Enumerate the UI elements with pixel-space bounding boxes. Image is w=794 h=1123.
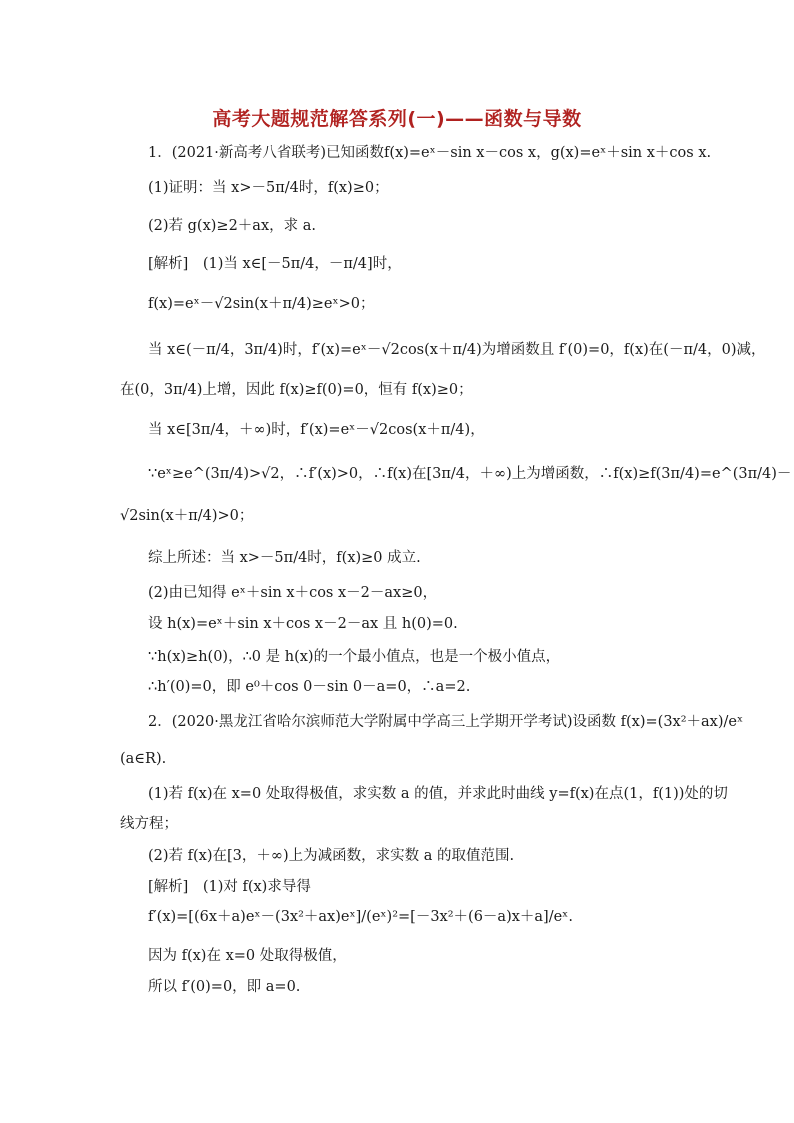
page-title: 高考大题规范解答系列(一)——函数与导数 [212,108,582,130]
solution-2-line-2: f′(x)=[(6x＋a)eˣ－(3x²＋ax)eˣ]/(eˣ)²=[－3x²＋(6－a)x＋a]/eˣ. [148,909,573,925]
solution-1-line-5: 当 x∈[3π/4，＋∞)时，f′(x)=eˣ－√2cos(x＋π/4)， [148,422,485,438]
problem-2-statement: 2．(2020·黑龙江省哈尔滨师范大学附属中学高三上学期开学考试)设函数 f(x)=(3x²＋ax)/eˣ [148,714,744,730]
problem-1-part-2: (2)若 g(x)≥2＋ax，求 a. [148,218,316,234]
solution-1-line-10: 设 h(x)=eˣ＋sin x＋cos x－2－ax 且 h(0)=0. [148,616,458,632]
solution-1-line-2: f(x)=eˣ－√2sin(x＋π/4)≥eˣ>0； [148,296,375,312]
solution-1-line-11: ∵h(x)≥h(0)，∴0 是 h(x)的一个最小值点，也是一个极小值点， [148,649,561,665]
solution-1-line-8: 综上所述：当 x>－5π/4时，f(x)≥0 成立. [148,550,421,566]
problem-1-statement: 1．(2021·新高考八省联考)已知函数f(x)=eˣ－sin x－cos x，g(x)=eˣ＋sin x＋cos x. [148,145,712,161]
solution-1-line-7: √2sin(x＋π/4)>0； [120,508,254,524]
solution-1-line-12: ∴h′(0)=0，即 e⁰＋cos 0－sin 0－a=0，∴a=2. [148,679,471,695]
problem-1-part-1: (1)证明：当 x>－5π/4时，f(x)≥0； [148,180,389,196]
solution-2-line-4: 所以 f′(0)=0，即 a=0. [148,979,301,995]
solution-1-line-4: 在(0，3π/4)上增，因此 f(x)≥f(0)=0，恒有 f(x)≥0； [120,382,473,398]
problem-2-part-1: (1)若 f(x)在 x=0 处取得极值，求实数 a 的值，并求此时曲线 y=f(x)在点(1，f(1))处的切 [148,786,728,802]
solution-1-line-9: (2)由已知得 eˣ＋sin x＋cos x－2－ax≥0， [148,585,438,601]
solution-1-line-6: ∵eˣ≥e^(3π/4)>√2，∴f′(x)>0，∴f(x)在[3π/4，＋∞)上为增函数，∴f(x)≥f(3π/4)=e^(3π/4)－ [148,466,792,482]
problem-2-statement-cont: (a∈R). [120,751,167,767]
solution-2-line-3: 因为 f(x)在 x=0 处取得极值， [148,948,347,964]
solution-1-line-3: 当 x∈(－π/4，3π/4)时，f′(x)=eˣ－√2cos(x＋π/4)为增函数且 f′(0)=0，f(x)在(－π/4，0)减， [148,342,766,358]
problem-2-part-1-cont: 线方程； [120,816,178,832]
solution-1-line-1: [解析] (1)当 x∈[－5π/4，－π/4]时， [148,256,402,272]
problem-2-part-2: (2)若 f(x)在[3，＋∞)上为减函数，求实数 a 的取值范围. [148,848,515,864]
solution-2-line-1: [解析] (1)对 f(x)求导得 [148,879,311,895]
